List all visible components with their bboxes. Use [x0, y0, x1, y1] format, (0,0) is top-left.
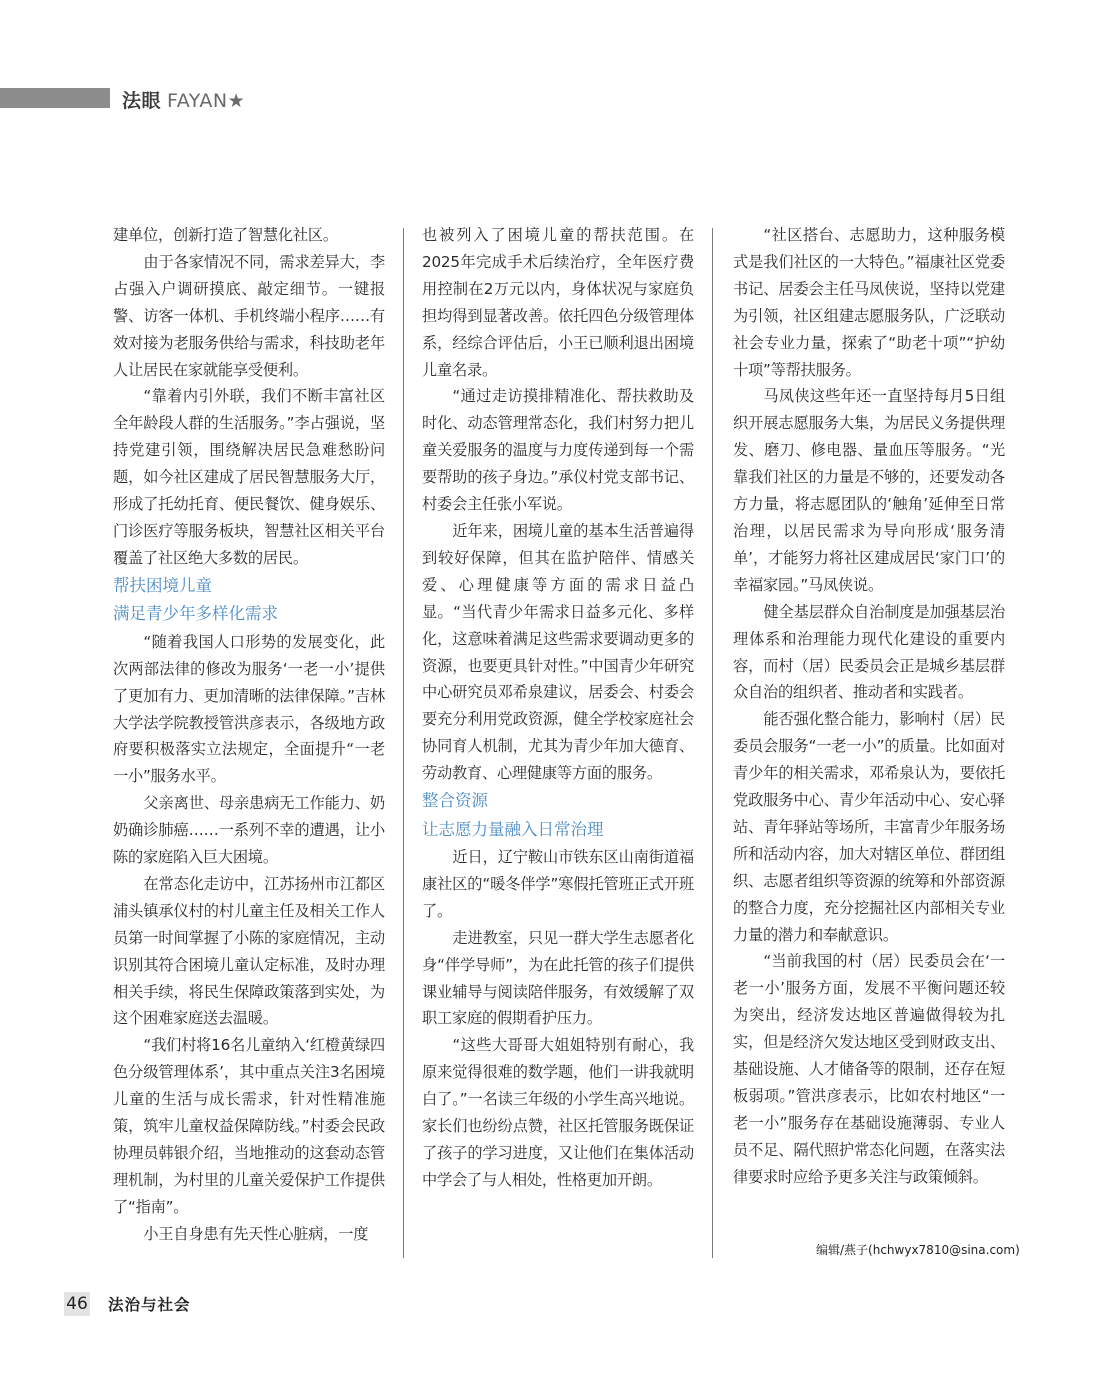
paragraph: 能否强化整合能力，影响村（居）民委员会服务“一老一小”的质量。比如面对青少年的相关需求，邓希泉认为，要依托党政服务中心、青少年活动中心、安心驿站、青年驿站等场所，丰富青少年服务场所和活动内容，加大对辖区单位、群团组织、志愿者组织等资源的统筹和外部资源的整合力度，充分挖掘社区内部相关专业力量的潜力和奉献意识。	[733, 710, 1005, 944]
article-column-1	[113, 222, 385, 1248]
article-column-3	[733, 222, 1005, 1191]
paragraph: 近年来，困境儿童的基本生活普遍得到较好保障，但其在监护陪伴、情感关爱、心理健康等方面的需求日益凸显。“当代青少年需求日益多元化、多样化，这意味着满足这些需求要调动更多的资源，也要更具针对性。”中国青少年研究中心研究员邓希泉建议，居委会、村委会要充分利用党政资源，健全学校家庭社会协同育人机制，尤其为青少年加大德育、劳动教育、心理健康等方面的服务。	[422, 521, 694, 783]
section-heading: 满足青少年多样化需求	[113, 604, 278, 624]
paragraph: “随着我国人口形势的发展变化，此次两部法律的修改为服务‘一老一小’提供了更加有力、更加清晰的法律保障。”吉林大学法学院教授管洪彦表示，各级地方政府要积极落实立法规定，全面提升“一老一小”服务水平。	[113, 632, 385, 786]
paragraph: 小王自身患有先天性心脏病，一度	[143, 1224, 369, 1243]
magazine-name: 法治与社会	[108, 1296, 191, 1314]
section-header-cn: 法眼	[122, 90, 162, 112]
paragraph: 近日，辽宁鞍山市铁东区山南街道福康社区的“暖冬伴学”寒假托管班正式开班了。	[422, 848, 694, 920]
paragraph: 由于各家情况不同，需求差异大，李占强入户调研摸底、敲定细节。一键报警、访客一体机、手机终端小程序……有效对接为老服务供给与需求，科技助老年人让居民在家就能享受便利。	[113, 252, 385, 379]
section-header	[122, 86, 245, 113]
page-number: 46	[64, 1292, 90, 1316]
section-heading: 帮扶困境儿童	[113, 575, 212, 595]
paragraph: 在常态化走访中，江苏扬州市江都区浦头镇承仪村的村儿童主任及相关工作人员第一时间掌握了小陈的家庭情况，主动识别其符合困境儿童认定标准，及时办理相关手续，将民生保障政策落到实处，为这个困难家庭送去温暖。	[113, 874, 385, 1028]
paragraph: “靠着内引外联，我们不断丰富社区全年龄段人群的生活服务。”李占强说，坚持党建引领，围绕解决居民急难愁盼问题，如今社区建成了居民智慧服务大厅，形成了托幼托育、便民餐饮、健身娱乐、门诊医疗等服务板块，智慧社区相关平台覆盖了社区绝大多数的居民。	[113, 387, 385, 567]
paragraph: “当前我国的村（居）民委员会在‘一老一小’服务方面，发展不平衡问题还较为突出，经济发达地区普遍做得较为扎实，但是经济欠发达地区受到财政支出、基础设施、人才储备等的限制，还存在短板弱项。”管洪彦表示，比如农村地区“一老一小”服务存在基础设施薄弱、专业人员不足、隔代照护常态化问题，在落实法律要求时应给予更多关注与政策倾斜。	[733, 952, 1005, 1186]
paragraph: 马凤侠这些年还一直坚持每月5日组织开展志愿服务大集，为居民义务提供理发、磨刀、修电器、量血压等服务。“光靠我们社区的力量是不够的，还要发动各方力量，将志愿团队的‘触角’延伸至日常治理，以居民需求为导向形成‘服务清单’，才能努力将社区建成居民‘家门口’的幸福家园。”马凤侠说。	[733, 387, 1005, 594]
paragraph: “我们村将16名儿童纳入‘红橙黄绿四色分级管理体系’，其中重点关注3名困境儿童的生活与成长需求，针对性精准施策，筑牢儿童权益保障防线。”村委会民政协理员韩银介绍，当地推动的这套动态管理机制，为村里的儿童关爱保护工作提供了“指南”。	[113, 1036, 385, 1216]
paragraph: 健全基层群众自治制度是加强基层治理体系和治理能力现代化建设的重要内容，而村（居）民委员会正是城乡基层群众自治的组织者、推动者和实践者。	[733, 602, 1005, 702]
header-bar	[0, 88, 110, 108]
editor-credit: 编辑/燕子(hchwyx7810@sina.com)	[816, 1243, 1020, 1257]
paragraph: “这些大哥哥大姐姐特别有耐心，我原来觉得很难的数学题，他们一讲我就明白了。”一名读三年级的小学生高兴地说。家长们也纷纷点赞，社区托管服务既保证了孩子的学习进度，又让他们在集体活动中学会了与人相处，性格更加开朗。	[422, 1036, 694, 1189]
paragraph: “通过走访摸排精准化、帮扶救助及时化、动态管理常态化，我们村努力把儿童关爱服务的温度与力度传递到每一个需要帮助的孩子身边。”承仪村党支部书记、村委会主任张小军说。	[422, 387, 694, 514]
section-heading: 让志愿力量融入日常治理	[422, 819, 604, 839]
column-divider	[712, 228, 713, 1258]
paragraph: 走进教室，只见一群大学生志愿者化身“伴学导师”，为在此托管的孩子们提供课业辅导与阅读陪伴服务，有效缓解了双职工家庭的假期看护压力。	[422, 928, 694, 1028]
section-heading: 整合资源	[422, 791, 488, 811]
paragraph: 父亲离世、母亲患病无工作能力、奶奶确诊肺癌……一系列不幸的遭遇，让小陈的家庭陷入巨大困境。	[113, 794, 385, 867]
paragraph: “社区搭台、志愿助力，这种服务模式是我们社区的一大特色。”福康社区党委书记、居委会主任马凤侠说，坚持以党建为引领，社区组建志愿服务队，广泛联动社会专业力量，探索了“助老十项”“护幼十项”等帮扶服务。	[733, 226, 1005, 379]
article-column-2	[422, 222, 694, 1194]
paragraph: 也被列入了困境儿童的帮扶范围。在2025年完成手术后续治疗，全年医疗费用控制在2万元以内，身体状况与家庭负担均得到显著改善。依托四色分级管理体系，经综合评估后，小王已顺利退出困境儿童名录。	[422, 226, 694, 379]
column-divider	[403, 228, 404, 1258]
section-header-en: FAYAN★	[167, 90, 246, 112]
paragraph: 建单位，创新打造了智慧化社区。	[113, 226, 338, 244]
